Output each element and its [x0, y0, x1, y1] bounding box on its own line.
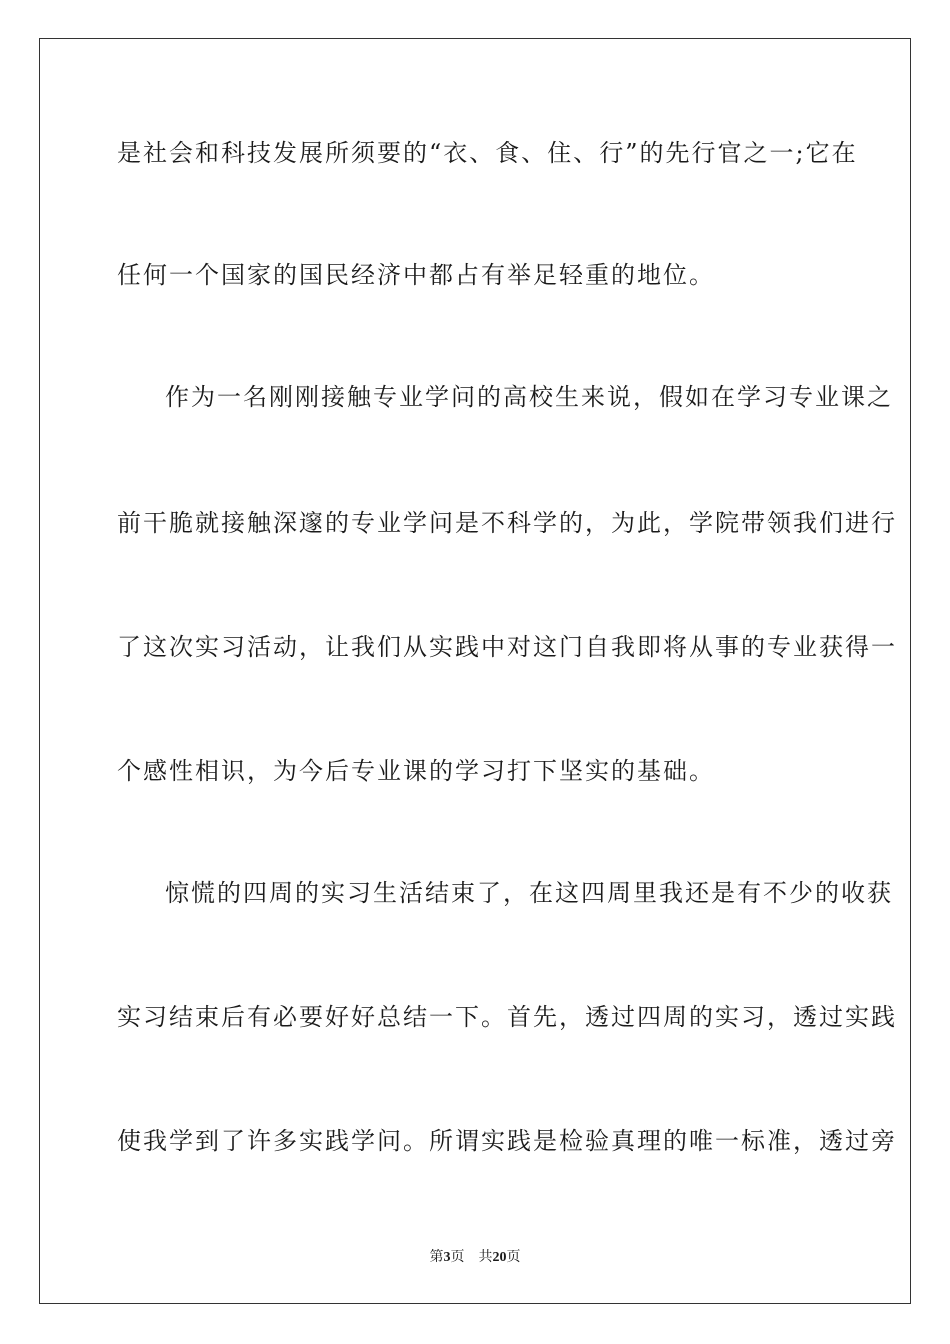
text-line-1: 是社会和科技发展所须要的“衣、食、住、行”的先行官之一;它在 [117, 139, 858, 167]
total-suffix: 页 [506, 1249, 521, 1265]
total-pages: 20 [492, 1250, 507, 1265]
text-line-3: 作为一名刚刚接触专业学问的高校生来说，假如在学习专业课之 [165, 383, 893, 411]
total-prefix: 共 [478, 1249, 493, 1265]
text-line-8: 实习结束后有必要好好总结一下。首先，透过四周的实习，透过实践 [117, 1003, 897, 1031]
page-footer [0, 1248, 950, 1267]
text-line-9: 使我学到了许多实践学问。所谓实践是检验真理的唯一标准，透过旁 [117, 1127, 897, 1155]
page-border [39, 38, 911, 1304]
page-prefix: 第 [429, 1249, 444, 1265]
text-line-6: 个感性相识，为今后专业课的学习打下坚实的基础。 [117, 757, 715, 785]
text-line-7: 惊慌的四周的实习生活结束了，在这四周里我还是有不少的收获 [165, 879, 893, 907]
text-line-4: 前干脆就接触深邃的专业学问是不科学的，为此，学院带领我们进行 [117, 509, 897, 537]
text-line-5: 了这次实习活动，让我们从实践中对这门自我即将从事的专业获得一 [117, 633, 897, 661]
text-line-2: 任何一个国家的国民经济中都占有举足轻重的地位。 [117, 261, 715, 289]
page-number: 3 [443, 1250, 451, 1265]
page-suffix: 页 [450, 1249, 465, 1265]
